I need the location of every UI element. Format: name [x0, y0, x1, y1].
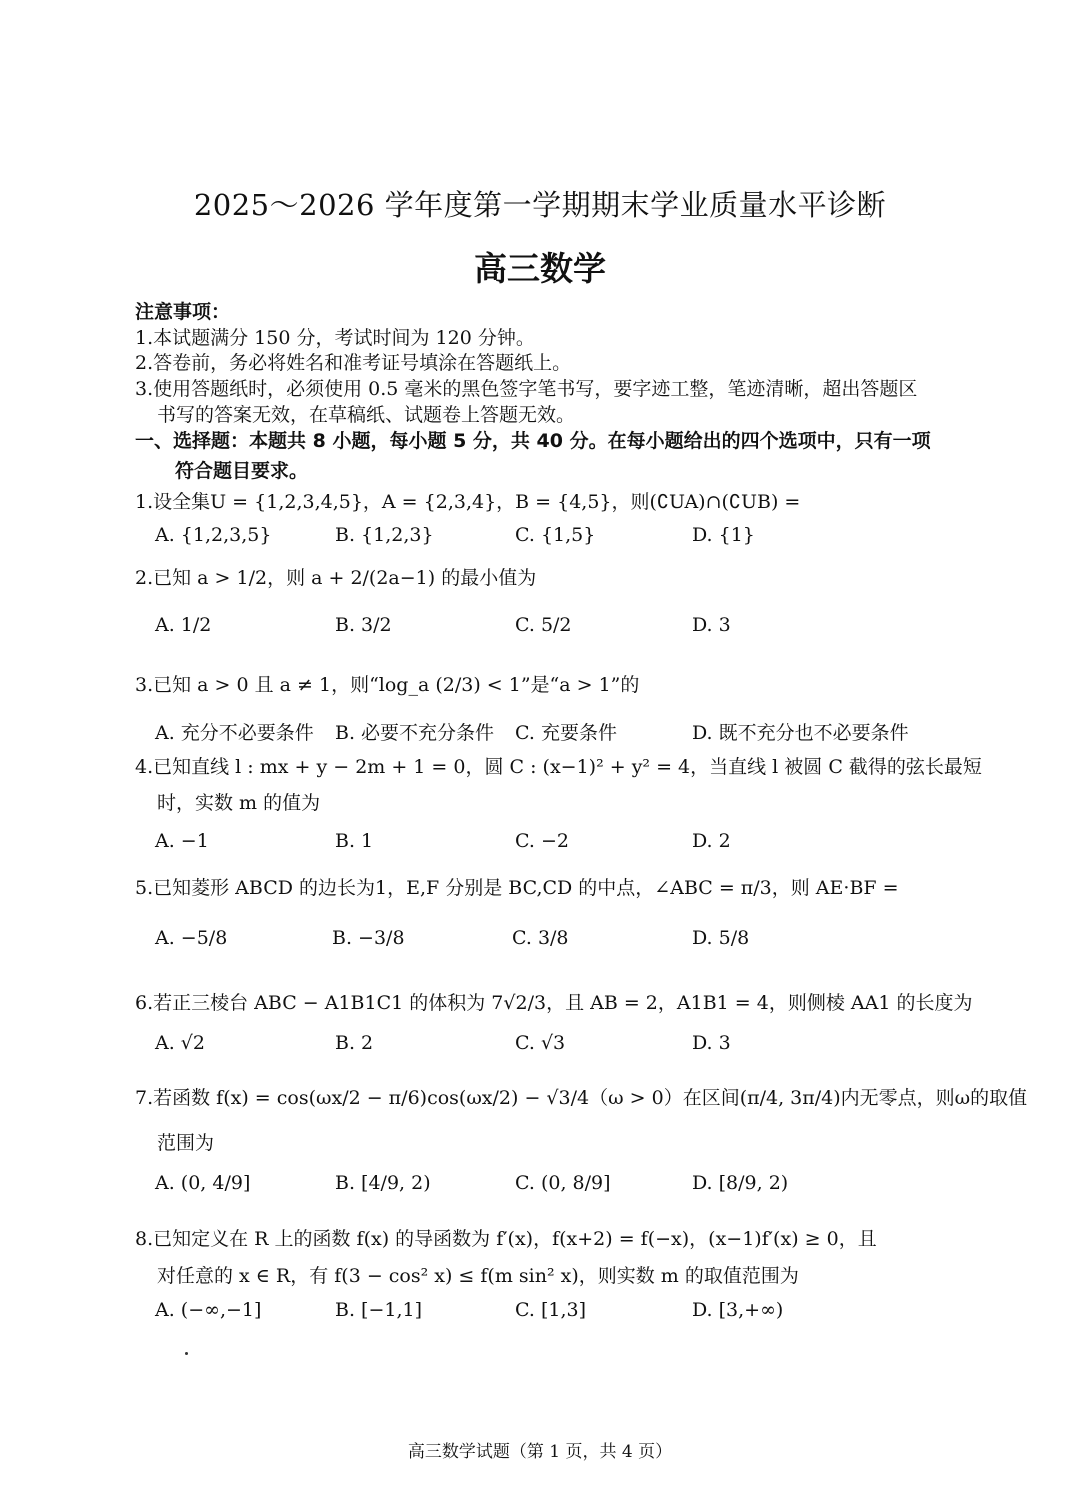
q7-option-c: C. (0, 8/9]: [515, 1172, 611, 1194]
q6-option-b: B. 2: [335, 1032, 374, 1054]
q6-stem: 6.若正三棱台 ABC − A1B1C1 的体积为 7√2/3，且 AB = 2，A1B1 = 4，则侧棱 AA1 的长度为: [135, 992, 973, 1014]
q3-option-d: D. 既不充分也不必要条件: [692, 722, 909, 744]
note-item-3: 3.使用答题纸时，必须使用 0.5 毫米的黑色签字笔书写，要字迹工整，笔迹清晰，超出答题区: [135, 378, 918, 400]
q2-option-c: C. 5/2: [515, 614, 572, 636]
q3-option-a: A. 充分不必要条件: [155, 722, 314, 744]
q4-option-c: C. −2: [515, 830, 569, 852]
q8-option-b: B. [−1,1]: [335, 1299, 423, 1321]
q1-option-d: D. {1}: [692, 524, 755, 546]
q3-stem: 3.已知 a > 0 且 a ≠ 1，则“log_a (2/3) < 1”是“a > 1”的: [135, 674, 640, 696]
q6-option-d: D. 3: [692, 1032, 731, 1054]
q1-option-a: A. {1,2,3,5}: [155, 524, 272, 546]
q1-option-c: C. {1,5}: [515, 524, 596, 546]
q3-option-c: C. 充要条件: [515, 722, 617, 744]
q3-option-b: B. 必要不充分条件: [335, 722, 495, 744]
q7-option-a: A. (0, 4/9]: [155, 1172, 251, 1194]
q2-option-d: D. 3: [692, 614, 731, 636]
q4-stem-line2: 时，实数 m 的值为: [157, 792, 321, 814]
page-footer: 高三数学试题（第 1 页，共 4 页）: [407, 1442, 673, 1462]
section-heading: 一、选择题：本题共 8 小题，每小题 5 分，共 40 分。在每小题给出的四个选项中，只有一项: [135, 430, 931, 452]
q7-stem-line1: 7.若函数 f(x) = cos(ωx/2 − π/6)cos(ωx/2) − √3/4（ω > 0）在区间(π/4, 3π/4)内无零点，则ω的取值: [135, 1087, 1028, 1109]
q8-option-a: A. (−∞,−1]: [155, 1299, 262, 1321]
note-item-2: 2.答卷前，务必将姓名和准考证号填涂在答题纸上。: [135, 352, 572, 374]
q8-option-c: C. [1,3]: [515, 1299, 586, 1321]
exam-title: 2025～2026 学年度第一学期期末学业质量水平诊断: [193, 188, 887, 222]
note-item-3-cont: 书写的答案无效，在草稿纸、试题卷上答题无效。: [157, 404, 576, 426]
q8-stem-line2: 对任意的 x ∈ R，有 f(3 − cos² x) ≤ f(m sin² x)，则实数 m 的取值范围为: [157, 1265, 799, 1287]
q2-stem: 2.已知 a > 1/2，则 a + 2/(2a−1) 的最小值为: [135, 567, 537, 589]
q8-stem-line1: 8.已知定义在 R 上的函数 f(x) 的导函数为 f′(x)，f(x+2) = f(−x)，(x−1)f′(x) ≥ 0，且: [135, 1228, 877, 1250]
q4-option-b: B. 1: [335, 830, 374, 852]
notes-heading: 注意事项：: [135, 301, 231, 323]
stray-mark: [185, 1352, 188, 1355]
q5-option-b: B. −3/8: [332, 927, 405, 949]
q5-option-c: C. 3/8: [512, 927, 569, 949]
q7-option-b: B. [4/9, 2): [335, 1172, 431, 1194]
exam-subject: 高三数学: [474, 249, 606, 288]
q1-stem: 1.设全集U = {1,2,3,4,5}，A = {2,3,4}，B = {4,5}，则(∁UA)∩(∁UB) =: [135, 491, 801, 513]
q5-stem: 5.已知菱形 ABCD 的边长为1，E,F 分别是 BC,CD 的中点，∠ABC = π/3，则 AE·BF =: [135, 877, 899, 899]
q2-option-a: A. 1/2: [155, 614, 212, 636]
q4-option-a: A. −1: [155, 830, 209, 852]
q7-stem-line2: 范围为: [157, 1132, 215, 1154]
q8-option-d: D. [3,+∞): [692, 1299, 784, 1321]
q4-stem-line1: 4.已知直线 l : mx + y − 2m + 1 = 0，圆 C : (x−1)² + y² = 4，当直线 l 被圆 C 截得的弦长最短: [135, 756, 982, 778]
q6-option-c: C. √3: [515, 1032, 566, 1054]
q1-option-b: B. {1,2,3}: [335, 524, 434, 546]
note-item-1: 1.本试题满分 150 分，考试时间为 120 分钟。: [135, 327, 535, 349]
q2-option-b: B. 3/2: [335, 614, 392, 636]
section-heading-cont: 符合题目要求。: [175, 460, 309, 482]
q4-option-d: D. 2: [692, 830, 731, 852]
q5-option-a: A. −5/8: [155, 927, 228, 949]
q5-option-d: D. 5/8: [692, 927, 750, 949]
q6-option-a: A. √2: [155, 1032, 205, 1054]
q7-option-d: D. [8/9, 2): [692, 1172, 789, 1194]
